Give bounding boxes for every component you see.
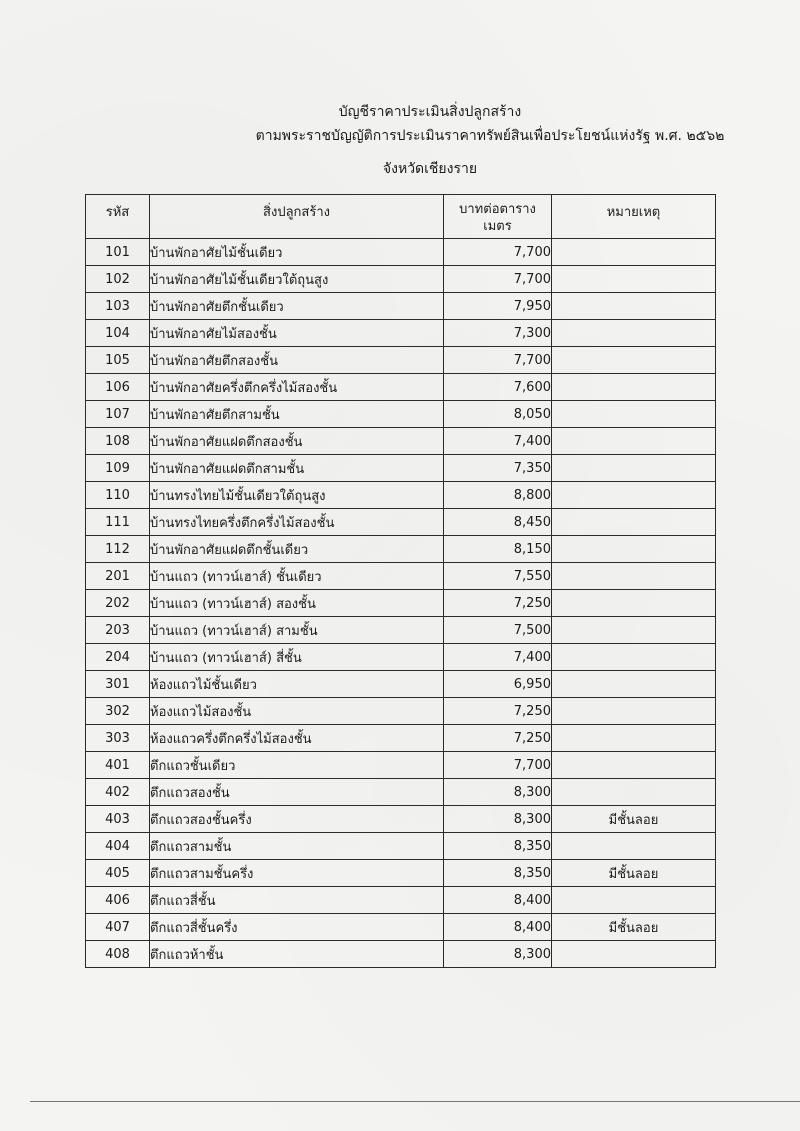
item-cell: บ้านแถว (ทาวน์เฮาส์) สี่ชั้น bbox=[150, 644, 444, 671]
code-cell: 402 bbox=[86, 779, 150, 806]
table-row bbox=[86, 941, 716, 968]
table-row bbox=[86, 374, 716, 401]
code-cell: 111 bbox=[86, 509, 150, 536]
price-cell: 8,050 bbox=[444, 401, 552, 428]
note-cell bbox=[552, 725, 716, 752]
code-cell: 407 bbox=[86, 914, 150, 941]
table-row bbox=[86, 320, 716, 347]
table-row bbox=[86, 401, 716, 428]
header-code: รหัส bbox=[86, 195, 150, 239]
code-cell: 102 bbox=[86, 266, 150, 293]
item-cell: บ้านพักอาศัยแฝดตึกสองชั้น bbox=[150, 428, 444, 455]
table-row bbox=[86, 563, 716, 590]
item-cell: บ้านทรงไทยครึ่งตึกครึ่งไม้สองชั้น bbox=[150, 509, 444, 536]
price-cell: 6,950 bbox=[444, 671, 552, 698]
note-cell: มีชั้นลอย bbox=[552, 914, 716, 941]
code-cell: 203 bbox=[86, 617, 150, 644]
item-cell: ตึกแถวสี่ชั้นครึ่ง bbox=[150, 914, 444, 941]
note-cell: มีชั้นลอย bbox=[552, 860, 716, 887]
code-cell: 107 bbox=[86, 401, 150, 428]
item-cell: บ้านพักอาศัยแฝดตึกชั้นเดียว bbox=[150, 536, 444, 563]
item-cell: ตึกแถวสามชั้น bbox=[150, 833, 444, 860]
note-cell bbox=[552, 644, 716, 671]
item-cell: ตึกแถวชั้นเดียว bbox=[150, 752, 444, 779]
item-cell: บ้านแถว (ทาวน์เฮาส์) สามชั้น bbox=[150, 617, 444, 644]
price-cell: 7,350 bbox=[444, 455, 552, 482]
header-note: หมายเหตุ bbox=[552, 195, 716, 239]
item-cell: ตึกแถวสองชั้นครึ่ง bbox=[150, 806, 444, 833]
page-bottom-rule bbox=[30, 1101, 800, 1102]
price-cell: 8,300 bbox=[444, 779, 552, 806]
price-cell: 7,400 bbox=[444, 644, 552, 671]
code-cell: 110 bbox=[86, 482, 150, 509]
code-cell: 303 bbox=[86, 725, 150, 752]
header-price-line1: บาทต่อตาราง bbox=[459, 202, 536, 217]
item-cell: บ้านพักอาศัยไม้สองชั้น bbox=[150, 320, 444, 347]
price-cell: 7,700 bbox=[444, 266, 552, 293]
price-cell: 8,400 bbox=[444, 914, 552, 941]
item-cell: บ้านพักอาศัยแฝดตึกสามชั้น bbox=[150, 455, 444, 482]
price-cell: 7,300 bbox=[444, 320, 552, 347]
item-cell: ตึกแถวสี่ชั้น bbox=[150, 887, 444, 914]
note-cell bbox=[552, 347, 716, 374]
table-row bbox=[86, 536, 716, 563]
price-cell: 7,700 bbox=[444, 347, 552, 374]
price-cell: 7,400 bbox=[444, 428, 552, 455]
code-cell: 104 bbox=[86, 320, 150, 347]
table-row bbox=[86, 806, 716, 833]
item-cell: ห้องแถวไม้สองชั้น bbox=[150, 698, 444, 725]
table-row bbox=[86, 725, 716, 752]
price-cell: 8,800 bbox=[444, 482, 552, 509]
price-cell: 7,250 bbox=[444, 725, 552, 752]
code-cell: 401 bbox=[86, 752, 150, 779]
document-province: จังหวัดเชียงราย bbox=[382, 161, 478, 177]
document-subtitle: ตามพระราชบัญญัติการประเมินราคาทรัพย์สินเพื่อประโยชน์แห่งรัฐ พ.ศ. ๒๕๖๒ bbox=[255, 128, 725, 144]
price-cell: 7,500 bbox=[444, 617, 552, 644]
price-cell: 7,250 bbox=[444, 590, 552, 617]
code-cell: 109 bbox=[86, 455, 150, 482]
table-row bbox=[86, 347, 716, 374]
code-cell: 112 bbox=[86, 536, 150, 563]
code-cell: 301 bbox=[86, 671, 150, 698]
table-row bbox=[86, 617, 716, 644]
table-row bbox=[86, 482, 716, 509]
item-cell: บ้านพักอาศัยตึกชั้นเดียว bbox=[150, 293, 444, 320]
note-cell bbox=[552, 590, 716, 617]
item-cell: บ้านพักอาศัยไม้ชั้นเดียว bbox=[150, 239, 444, 266]
code-cell: 406 bbox=[86, 887, 150, 914]
item-cell: ตึกแถวห้าชั้น bbox=[150, 941, 444, 968]
price-cell: 8,300 bbox=[444, 806, 552, 833]
document-title: บัญชีราคาประเมินสิ่งปลูกสร้าง bbox=[338, 104, 522, 120]
item-cell: บ้านพักอาศัยตึกสามชั้น bbox=[150, 401, 444, 428]
note-cell bbox=[552, 239, 716, 266]
note-cell bbox=[552, 401, 716, 428]
price-cell: 7,550 bbox=[444, 563, 552, 590]
item-cell: บ้านทรงไทยไม้ชั้นเดียวใต้ถุนสูง bbox=[150, 482, 444, 509]
table-row bbox=[86, 644, 716, 671]
note-cell bbox=[552, 563, 716, 590]
code-cell: 408 bbox=[86, 941, 150, 968]
code-cell: 204 bbox=[86, 644, 150, 671]
note-cell bbox=[552, 536, 716, 563]
note-cell bbox=[552, 293, 716, 320]
note-cell bbox=[552, 455, 716, 482]
table-row bbox=[86, 590, 716, 617]
table-row bbox=[86, 266, 716, 293]
price-cell: 8,400 bbox=[444, 887, 552, 914]
code-cell: 201 bbox=[86, 563, 150, 590]
table-row bbox=[86, 239, 716, 266]
code-cell: 108 bbox=[86, 428, 150, 455]
table-body bbox=[86, 239, 716, 968]
item-cell: ตึกแถวสามชั้นครึ่ง bbox=[150, 860, 444, 887]
note-cell bbox=[552, 320, 716, 347]
note-cell bbox=[552, 779, 716, 806]
price-cell: 8,450 bbox=[444, 509, 552, 536]
note-cell bbox=[552, 941, 716, 968]
note-cell: มีชั้นลอย bbox=[552, 806, 716, 833]
item-cell: บ้านแถว (ทาวน์เฮาส์) สองชั้น bbox=[150, 590, 444, 617]
code-cell: 405 bbox=[86, 860, 150, 887]
code-cell: 202 bbox=[86, 590, 150, 617]
item-cell: บ้านพักอาศัยครึ่งตึกครึ่งไม้สองชั้น bbox=[150, 374, 444, 401]
code-cell: 404 bbox=[86, 833, 150, 860]
price-cell: 8,150 bbox=[444, 536, 552, 563]
price-cell: 7,700 bbox=[444, 752, 552, 779]
item-cell: บ้านพักอาศัยตึกสองชั้น bbox=[150, 347, 444, 374]
price-cell: 8,350 bbox=[444, 833, 552, 860]
table-row bbox=[86, 860, 716, 887]
header-item: สิ่งปลูกสร้าง bbox=[150, 195, 444, 239]
table-row bbox=[86, 671, 716, 698]
table-row bbox=[86, 752, 716, 779]
price-cell: 8,300 bbox=[444, 941, 552, 968]
note-cell bbox=[552, 671, 716, 698]
code-cell: 101 bbox=[86, 239, 150, 266]
price-cell: 7,600 bbox=[444, 374, 552, 401]
code-cell: 105 bbox=[86, 347, 150, 374]
item-cell: ตึกแถวสองชั้น bbox=[150, 779, 444, 806]
price-cell: 7,950 bbox=[444, 293, 552, 320]
price-cell: 8,350 bbox=[444, 860, 552, 887]
table-row bbox=[86, 833, 716, 860]
note-cell bbox=[552, 887, 716, 914]
price-cell: 7,700 bbox=[444, 239, 552, 266]
note-cell bbox=[552, 428, 716, 455]
code-cell: 403 bbox=[86, 806, 150, 833]
table-row bbox=[86, 455, 716, 482]
item-cell: ห้องแถวครึ่งตึกครึ่งไม้สองชั้น bbox=[150, 725, 444, 752]
table-row bbox=[86, 887, 716, 914]
note-cell bbox=[552, 833, 716, 860]
table-row bbox=[86, 428, 716, 455]
item-cell: บ้านพักอาศัยไม้ชั้นเดียวใต้ถุนสูง bbox=[150, 266, 444, 293]
note-cell bbox=[552, 752, 716, 779]
note-cell bbox=[552, 617, 716, 644]
code-cell: 106 bbox=[86, 374, 150, 401]
table-row bbox=[86, 779, 716, 806]
table-header-row bbox=[86, 195, 716, 239]
item-cell: ห้องแถวไม้ชั้นเดียว bbox=[150, 671, 444, 698]
table-row bbox=[86, 293, 716, 320]
table-row bbox=[86, 698, 716, 725]
note-cell bbox=[552, 698, 716, 725]
price-table bbox=[85, 194, 716, 968]
note-cell bbox=[552, 374, 716, 401]
table-row bbox=[86, 509, 716, 536]
code-cell: 103 bbox=[86, 293, 150, 320]
note-cell bbox=[552, 509, 716, 536]
header-price bbox=[444, 195, 552, 239]
item-cell: บ้านแถว (ทาวน์เฮาส์) ชั้นเดียว bbox=[150, 563, 444, 590]
note-cell bbox=[552, 266, 716, 293]
table-row bbox=[86, 914, 716, 941]
code-cell: 302 bbox=[86, 698, 150, 725]
header-price-line2: เมตร bbox=[483, 219, 512, 234]
price-cell: 7,250 bbox=[444, 698, 552, 725]
note-cell bbox=[552, 482, 716, 509]
